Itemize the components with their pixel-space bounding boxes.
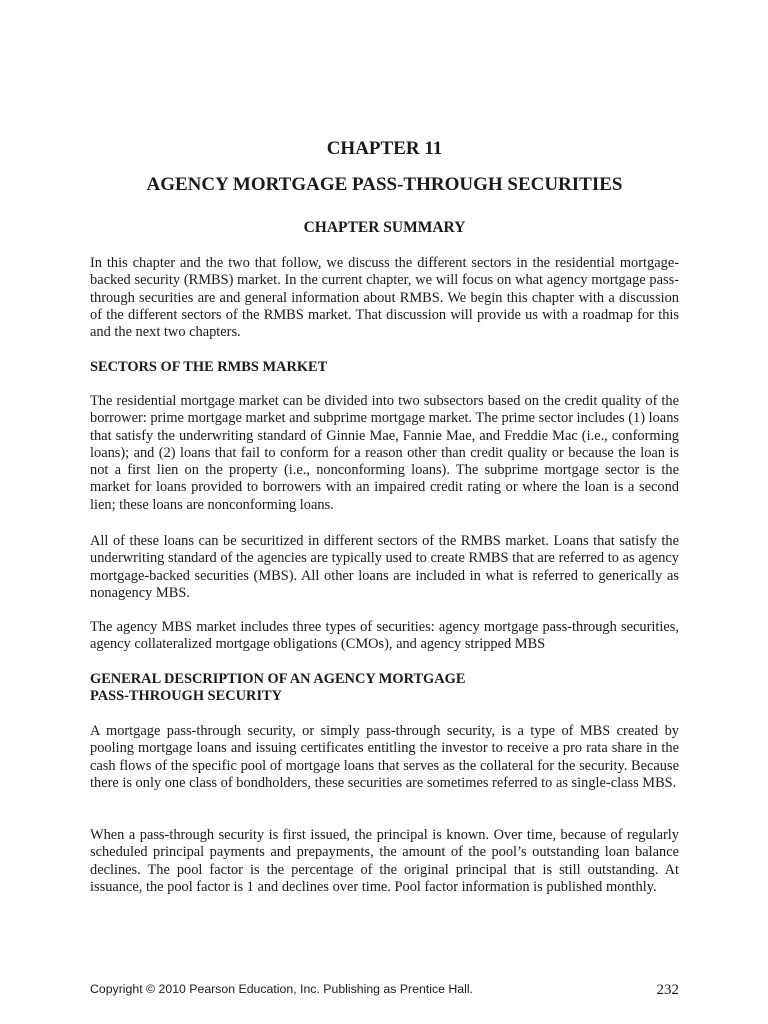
section-heading-sectors: SECTORS OF THE RMBS MARKET (90, 359, 328, 375)
page-number: 232 (656, 982, 679, 998)
paragraph-pool-factor: When a pass-through security is first issued, the principal is known. Over time, because of regularly scheduled principal payments and prepayments, the amount of the pool’s outstanding loan balance declines. The pool factor is the percentage of the original principal that is still outstanding. At issuance, the pool factor is 1 and declines over time. Pool factor information is published monthly. (90, 827, 679, 895)
paragraph-pass-through: A mortgage pass-through security, or simply pass-through security, is a type of MBS created by pooling mortgage loans and issuing certificates entitling the investor to receive a pro rata share in the cash flows of the specific pool of mortgage loans that serves as the collateral for the security. Because there is only one class of bondholders, these securities are sometimes referred to as single-class MBS. (90, 723, 679, 791)
section-heading-general-line2: PASS-THROUGH SECURITY (90, 688, 283, 704)
footer-copyright: Copyright © 2010 Pearson Education, Inc. Publishing as Prentice Hall. (90, 982, 473, 996)
paragraph-agency-mbs: The agency MBS market includes three types of securities: agency mortgage pass-through securities, agency collateralized mortgage obligations (CMOs), and agency stripped MBS (90, 619, 679, 653)
paragraph-intro: In this chapter and the two that follow, we discuss the different sectors in the residential mortgage-backed security (RMBS) market. In the current chapter, we will focus on what agency mortgage pass-through securities are and general information about RMBS. We begin this chapter with a discussion of the different sectors of the RMBS market. That discussion will provide us with a roadmap for this and the next two chapters. (90, 255, 679, 341)
paragraph-sectors: The residential mortgage market can be divided into two subsectors based on the credit quality of the borrower: prime mortgage market and subprime mortgage market. The prime sector includes (1) loans that satisfy the underwriting standard of Ginnie Mae, Fannie Mae, and Freddie Mac (i.e., conforming loans); and (2) loans that fail to conform for a reason other than credit quality or because the loan is not a first lien on the property (i.e., nonconforming loans). The subprime mortgage sector is the market for loans provided to borrowers with an impaired credit rating or where the loan is a second lien; these loans are nonconforming loans. (90, 393, 679, 513)
document-page (90, 0, 679, 1024)
summary-heading: CHAPTER SUMMARY (303, 219, 466, 236)
section-heading-general-line1: GENERAL DESCRIPTION OF AN AGENCY MORTGAGE (90, 671, 466, 687)
chapter-title: AGENCY MORTGAGE PASS-THROUGH SECURITIES (146, 174, 623, 195)
paragraph-securitization: All of these loans can be securitized in different sectors of the RMBS market. Loans that satisfy the underwriting standard of the agencies are typically used to create RMBS that are referred to as agency mortgage-backed securities (MBS). All other loans are included in what is referred to generically as nonagency MBS. (90, 533, 679, 601)
chapter-number: CHAPTER 11 (326, 138, 443, 159)
